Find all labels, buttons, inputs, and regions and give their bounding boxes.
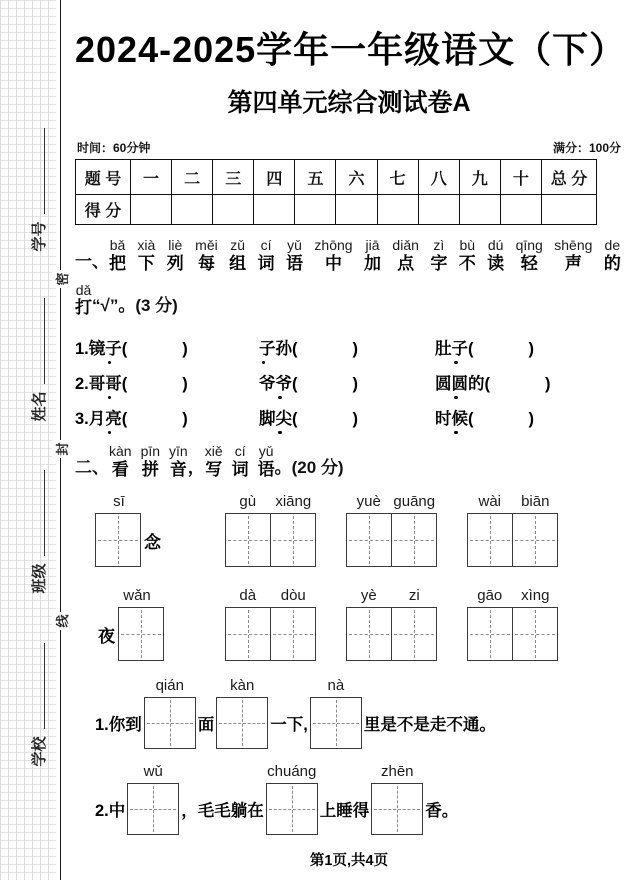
sentence-text: 面 xyxy=(197,716,215,735)
ruby-pair xyxy=(430,238,447,273)
word-item xyxy=(259,370,435,393)
writing-grid-group xyxy=(95,493,195,567)
section1-heading-line2 xyxy=(75,283,623,318)
writing-box xyxy=(467,513,558,567)
score-cell xyxy=(500,195,541,225)
fill-in-sentence-1 xyxy=(95,677,623,749)
paper-subtitle: 第四单元综合测试卷A xyxy=(227,89,471,117)
hanzi: 中 xyxy=(325,253,342,273)
seal-char-mi: 密 xyxy=(52,270,70,288)
writing-box xyxy=(346,607,437,661)
hanzi: 读 xyxy=(487,253,505,273)
pinyin: liè xyxy=(168,237,183,253)
score-table-header-cell: 六 xyxy=(336,160,377,195)
answer-blank: ( ) xyxy=(121,375,188,394)
meta-row xyxy=(75,139,623,156)
item-number: 1. xyxy=(75,340,89,359)
pinyin: bù xyxy=(459,237,476,253)
ruby-pair xyxy=(205,444,223,479)
grid-pinyin xyxy=(467,493,558,513)
full-score-label: 满分：100分 xyxy=(552,141,621,155)
grid-with-prefix xyxy=(95,607,195,661)
sentence-text: ，毛毛躺在 xyxy=(181,802,264,821)
q1-row-3 xyxy=(75,405,623,428)
hanzi: 词 xyxy=(257,253,275,273)
pinyin: dǎ xyxy=(75,281,92,298)
student-name-field xyxy=(28,285,48,435)
pinyin: zi xyxy=(408,587,420,605)
sentence-text: 一下, xyxy=(270,716,308,735)
writing-box xyxy=(346,513,437,567)
hanzi: 夜 xyxy=(98,626,115,646)
hanzi: 语 xyxy=(286,253,303,273)
pinyin: pīn xyxy=(140,443,161,460)
grid-pinyin xyxy=(113,587,161,607)
hanzi: 打 xyxy=(75,298,92,318)
main-content xyxy=(75,0,627,870)
dotted-hanzi: 爷 xyxy=(276,370,293,394)
score-table-header-cell: 九 xyxy=(459,160,500,195)
hanzi: 语 xyxy=(257,460,275,480)
writing-grid-row-1 xyxy=(95,493,623,567)
answer-blank: ( ) xyxy=(121,340,188,359)
pinyin: wǎn xyxy=(123,587,151,605)
hanzi: 肚 xyxy=(435,340,452,359)
hanzi: 每 xyxy=(197,253,215,273)
ruby-pair xyxy=(487,238,504,273)
pinyin: dòu xyxy=(280,587,306,605)
dotted-hanzi: 子 xyxy=(452,335,469,359)
class-label: 班级 xyxy=(30,563,48,594)
ruby-pair xyxy=(392,238,418,273)
score-cell xyxy=(254,195,295,225)
hanzi: 声 xyxy=(564,253,582,273)
answer-blank: ( ) xyxy=(292,375,358,394)
dotted-hanzi: 圆 xyxy=(452,370,469,394)
pinyin: zǔ xyxy=(230,237,246,253)
pinyin: cí xyxy=(234,443,246,460)
ruby-pair xyxy=(109,444,132,479)
pinyin: cí xyxy=(260,237,272,253)
writing-box xyxy=(225,607,316,661)
score-table-header-cell: 总 分 xyxy=(542,160,597,195)
hanzi: 的 xyxy=(603,253,621,273)
writing-grid-group xyxy=(467,587,558,661)
school-label: 学校 xyxy=(30,736,48,767)
hanzi: 哥 xyxy=(88,375,106,394)
hanzi: 月 xyxy=(88,410,106,429)
writing-cell xyxy=(226,514,270,566)
score-cell xyxy=(172,195,213,225)
ruby-pair xyxy=(258,238,275,273)
hanzi: 镜 xyxy=(88,340,106,359)
grid-with-suffix xyxy=(95,513,195,567)
score-cell xyxy=(377,195,418,225)
pinyin: zhēn xyxy=(381,763,414,781)
writing-cell xyxy=(468,608,512,660)
ruby-pair xyxy=(195,238,218,273)
hanzi: 看 xyxy=(111,460,129,480)
writing-cell xyxy=(347,514,391,566)
seal-char-feng: 封 xyxy=(52,440,70,458)
pinyin: diǎn xyxy=(392,237,419,253)
writing-grid-group xyxy=(95,587,195,661)
hanzi: 爷 xyxy=(259,375,276,394)
q1-row-1 xyxy=(75,335,623,358)
pinyin: shēng xyxy=(554,237,593,253)
section1-instruction-rest: “√”。(3 分) xyxy=(92,296,178,316)
ruby-pair xyxy=(229,238,246,273)
writing-box xyxy=(371,763,423,835)
pinyin: yǔ xyxy=(287,237,302,253)
word-item xyxy=(259,335,435,358)
score-row-label: 得 分 xyxy=(76,195,131,225)
ruby-pair xyxy=(286,238,303,273)
item-number: 3. xyxy=(75,410,89,429)
paper-title: 2024-2025学年一年级语文（下） xyxy=(75,29,627,70)
score-cell xyxy=(213,195,254,225)
pinyin: gāo xyxy=(477,587,503,605)
dotted-hanzi: 子 xyxy=(105,335,122,359)
grid-pinyin xyxy=(95,493,143,513)
pinyin: xìng xyxy=(521,587,550,605)
student-name-label: 姓名 xyxy=(30,391,48,422)
writing-cell xyxy=(512,608,557,660)
score-cell xyxy=(542,195,597,225)
ruby-pair xyxy=(137,238,155,273)
writing-cell xyxy=(119,608,163,660)
writing-box xyxy=(310,677,362,749)
pinyin: měi xyxy=(195,237,218,253)
section1-heading-pairs xyxy=(109,238,623,273)
pinyin: xià xyxy=(137,237,156,253)
writing-cell xyxy=(270,608,315,660)
section2-heading-pairs-b xyxy=(205,444,275,479)
pinyin: guāng xyxy=(393,493,436,511)
dotted-hanzi: 哥 xyxy=(105,370,122,394)
score-cell xyxy=(418,195,459,225)
hanzi: 圆 xyxy=(435,375,452,394)
comma: ， xyxy=(187,458,205,478)
pinyin: biān xyxy=(521,493,550,511)
score-table-score-row xyxy=(76,195,597,225)
class-field xyxy=(28,457,48,607)
grid-pinyin xyxy=(467,587,558,607)
student-name-blank-line xyxy=(32,299,45,385)
hanzi: 音 xyxy=(169,460,187,480)
writing-grid-group xyxy=(225,493,316,567)
hanzi: 组 xyxy=(229,253,247,273)
hanzi: 字 xyxy=(430,253,448,273)
pinyin: sī xyxy=(113,493,125,511)
word-item xyxy=(259,405,435,428)
ruby-pair xyxy=(258,444,275,479)
student-id-blank-line xyxy=(32,129,45,215)
pinyin: yǔ xyxy=(258,443,274,460)
writing-cell xyxy=(468,514,512,566)
section2-number: 二、 xyxy=(75,458,109,478)
answer-blank: ( ) xyxy=(484,375,551,394)
score-table-header-cell: 四 xyxy=(254,160,295,195)
hanzi: 列 xyxy=(166,253,184,273)
word-item xyxy=(435,335,623,358)
writing-cell xyxy=(391,514,436,566)
writing-cell xyxy=(512,514,557,566)
class-blank-line xyxy=(32,471,45,557)
item-number: 2. xyxy=(75,375,89,394)
writing-box xyxy=(144,677,196,749)
sentence-text: 1.你到 xyxy=(95,716,142,735)
writing-box xyxy=(127,763,179,835)
pinyin: dà xyxy=(239,587,257,605)
hanzi: 的 xyxy=(468,375,485,394)
writing-grid-group xyxy=(346,493,437,567)
pinyin: wài xyxy=(478,493,501,511)
hanzi: 时 xyxy=(435,410,452,429)
word-item xyxy=(435,370,623,393)
pinyin: qián xyxy=(155,677,184,695)
fill-in-sentence-2 xyxy=(95,763,623,835)
writing-grid-group xyxy=(346,587,437,661)
section1-number: 一、 xyxy=(75,251,109,271)
pinyin: bǎ xyxy=(109,237,126,253)
hanzi: 写 xyxy=(205,460,223,480)
score-cell xyxy=(131,195,172,225)
pinyin: yè xyxy=(360,587,377,605)
hanzi: 孙 xyxy=(275,340,292,359)
writing-cell xyxy=(347,608,391,660)
ruby-pair xyxy=(167,238,184,273)
grid-pinyin xyxy=(346,587,437,607)
writing-box xyxy=(266,763,318,835)
q1-row-2 xyxy=(75,370,623,393)
page-number: 第1页,共4页 xyxy=(309,853,389,870)
hanzi: 轻 xyxy=(520,253,538,273)
dotted-hanzi: 尖 xyxy=(276,405,293,429)
hanzi: 不 xyxy=(458,253,476,273)
grid-pinyin xyxy=(225,587,316,607)
ruby-pair xyxy=(75,283,92,318)
pinyin: gù xyxy=(239,493,257,511)
ruby-pair xyxy=(109,238,126,273)
section2-points: 。(20 分) xyxy=(274,458,344,478)
score-table-header-cell: 七 xyxy=(377,160,418,195)
ruby-pair xyxy=(141,444,160,479)
score-table-header-cell: 三 xyxy=(213,160,254,195)
ruby-pair xyxy=(516,238,543,273)
score-cell xyxy=(336,195,377,225)
writing-cell xyxy=(96,514,140,566)
pinyin: dú xyxy=(487,237,504,253)
seal-char-xian: 线 xyxy=(52,612,70,630)
answer-blank: ( ) xyxy=(292,410,358,429)
student-id-label: 学号 xyxy=(30,221,48,252)
section2-heading-pairs xyxy=(109,444,188,479)
ruby-pair xyxy=(232,444,249,479)
dotted-hanzi: 亮 xyxy=(105,405,122,429)
score-table-header-row xyxy=(76,160,597,195)
dotted-hanzi: 子 xyxy=(259,335,276,359)
grid-pinyin xyxy=(346,493,437,513)
section1-heading xyxy=(75,238,623,273)
student-id-field xyxy=(28,115,48,265)
ruby-pair xyxy=(364,238,381,273)
score-table-header-cell: 八 xyxy=(418,160,459,195)
writing-box xyxy=(216,677,268,749)
answer-blank: ( ) xyxy=(292,340,358,359)
section2-heading xyxy=(75,444,623,479)
ruby-pair xyxy=(604,238,621,273)
score-table-header-cell: 题 号 xyxy=(76,160,131,195)
pinyin: qīng xyxy=(515,237,543,253)
time-limit-label: 时间：60分钟 xyxy=(77,141,151,155)
hanzi: 念 xyxy=(144,532,161,552)
sentence-text: 香。 xyxy=(425,802,459,821)
ruby-pair xyxy=(459,238,476,273)
answer-blank: ( ) xyxy=(468,410,534,429)
writing-box xyxy=(95,513,141,567)
score-table-header-cell: 二 xyxy=(172,160,213,195)
ruby-pair xyxy=(169,444,188,479)
sentence-text: 里是不是走不通。 xyxy=(363,716,496,735)
writing-cell xyxy=(391,608,436,660)
hanzi: 脚 xyxy=(259,410,276,429)
school-field xyxy=(28,630,48,780)
pinyin: yuè xyxy=(356,493,381,511)
pinyin: kàn xyxy=(230,677,255,695)
answer-blank: ( ) xyxy=(121,410,188,429)
school-blank-line xyxy=(32,644,45,730)
pinyin: jiā xyxy=(365,237,380,253)
pinyin: de xyxy=(604,237,621,253)
score-table xyxy=(75,159,597,225)
pinyin: nà xyxy=(327,677,345,695)
writing-cell xyxy=(270,514,315,566)
score-table-header-cell: 十 xyxy=(500,160,541,195)
writing-grid-group xyxy=(225,587,316,661)
sentence-text: 2.中 xyxy=(95,802,126,821)
word-item xyxy=(75,405,259,428)
grid-pinyin xyxy=(225,493,316,513)
score-table-header-cell: 五 xyxy=(295,160,336,195)
hanzi: 下 xyxy=(137,253,155,273)
word-item xyxy=(75,335,259,358)
hanzi: 拼 xyxy=(141,460,159,480)
score-cell xyxy=(459,195,500,225)
dotted-hanzi: 候 xyxy=(452,405,469,429)
hanzi: 点 xyxy=(397,253,415,273)
writing-box xyxy=(225,513,316,567)
ruby-pair xyxy=(554,238,592,273)
hanzi: 加 xyxy=(364,253,381,273)
writing-cell xyxy=(226,608,270,660)
pinyin: kàn xyxy=(109,443,132,460)
word-item xyxy=(75,370,259,393)
writing-grid-group xyxy=(467,493,558,567)
pinyin: zhōng xyxy=(314,237,353,253)
pinyin: zì xyxy=(433,237,445,253)
pinyin: chuáng xyxy=(267,763,317,781)
pinyin: yīn xyxy=(169,443,188,460)
writing-box xyxy=(467,607,558,661)
hanzi: 词 xyxy=(231,460,249,480)
score-table-header-cell: 一 xyxy=(131,160,172,195)
answer-blank: ( ) xyxy=(468,340,534,359)
writing-grid-row-2 xyxy=(95,587,623,661)
pinyin: xiě xyxy=(204,443,223,460)
word-item xyxy=(435,405,623,428)
writing-box xyxy=(118,607,164,661)
pinyin: wǔ xyxy=(143,763,163,781)
sentence-text: 上睡得 xyxy=(319,802,370,821)
ruby-pair xyxy=(314,238,352,273)
hanzi: 把 xyxy=(109,253,126,273)
score-cell xyxy=(295,195,336,225)
pinyin: xiāng xyxy=(275,493,312,511)
